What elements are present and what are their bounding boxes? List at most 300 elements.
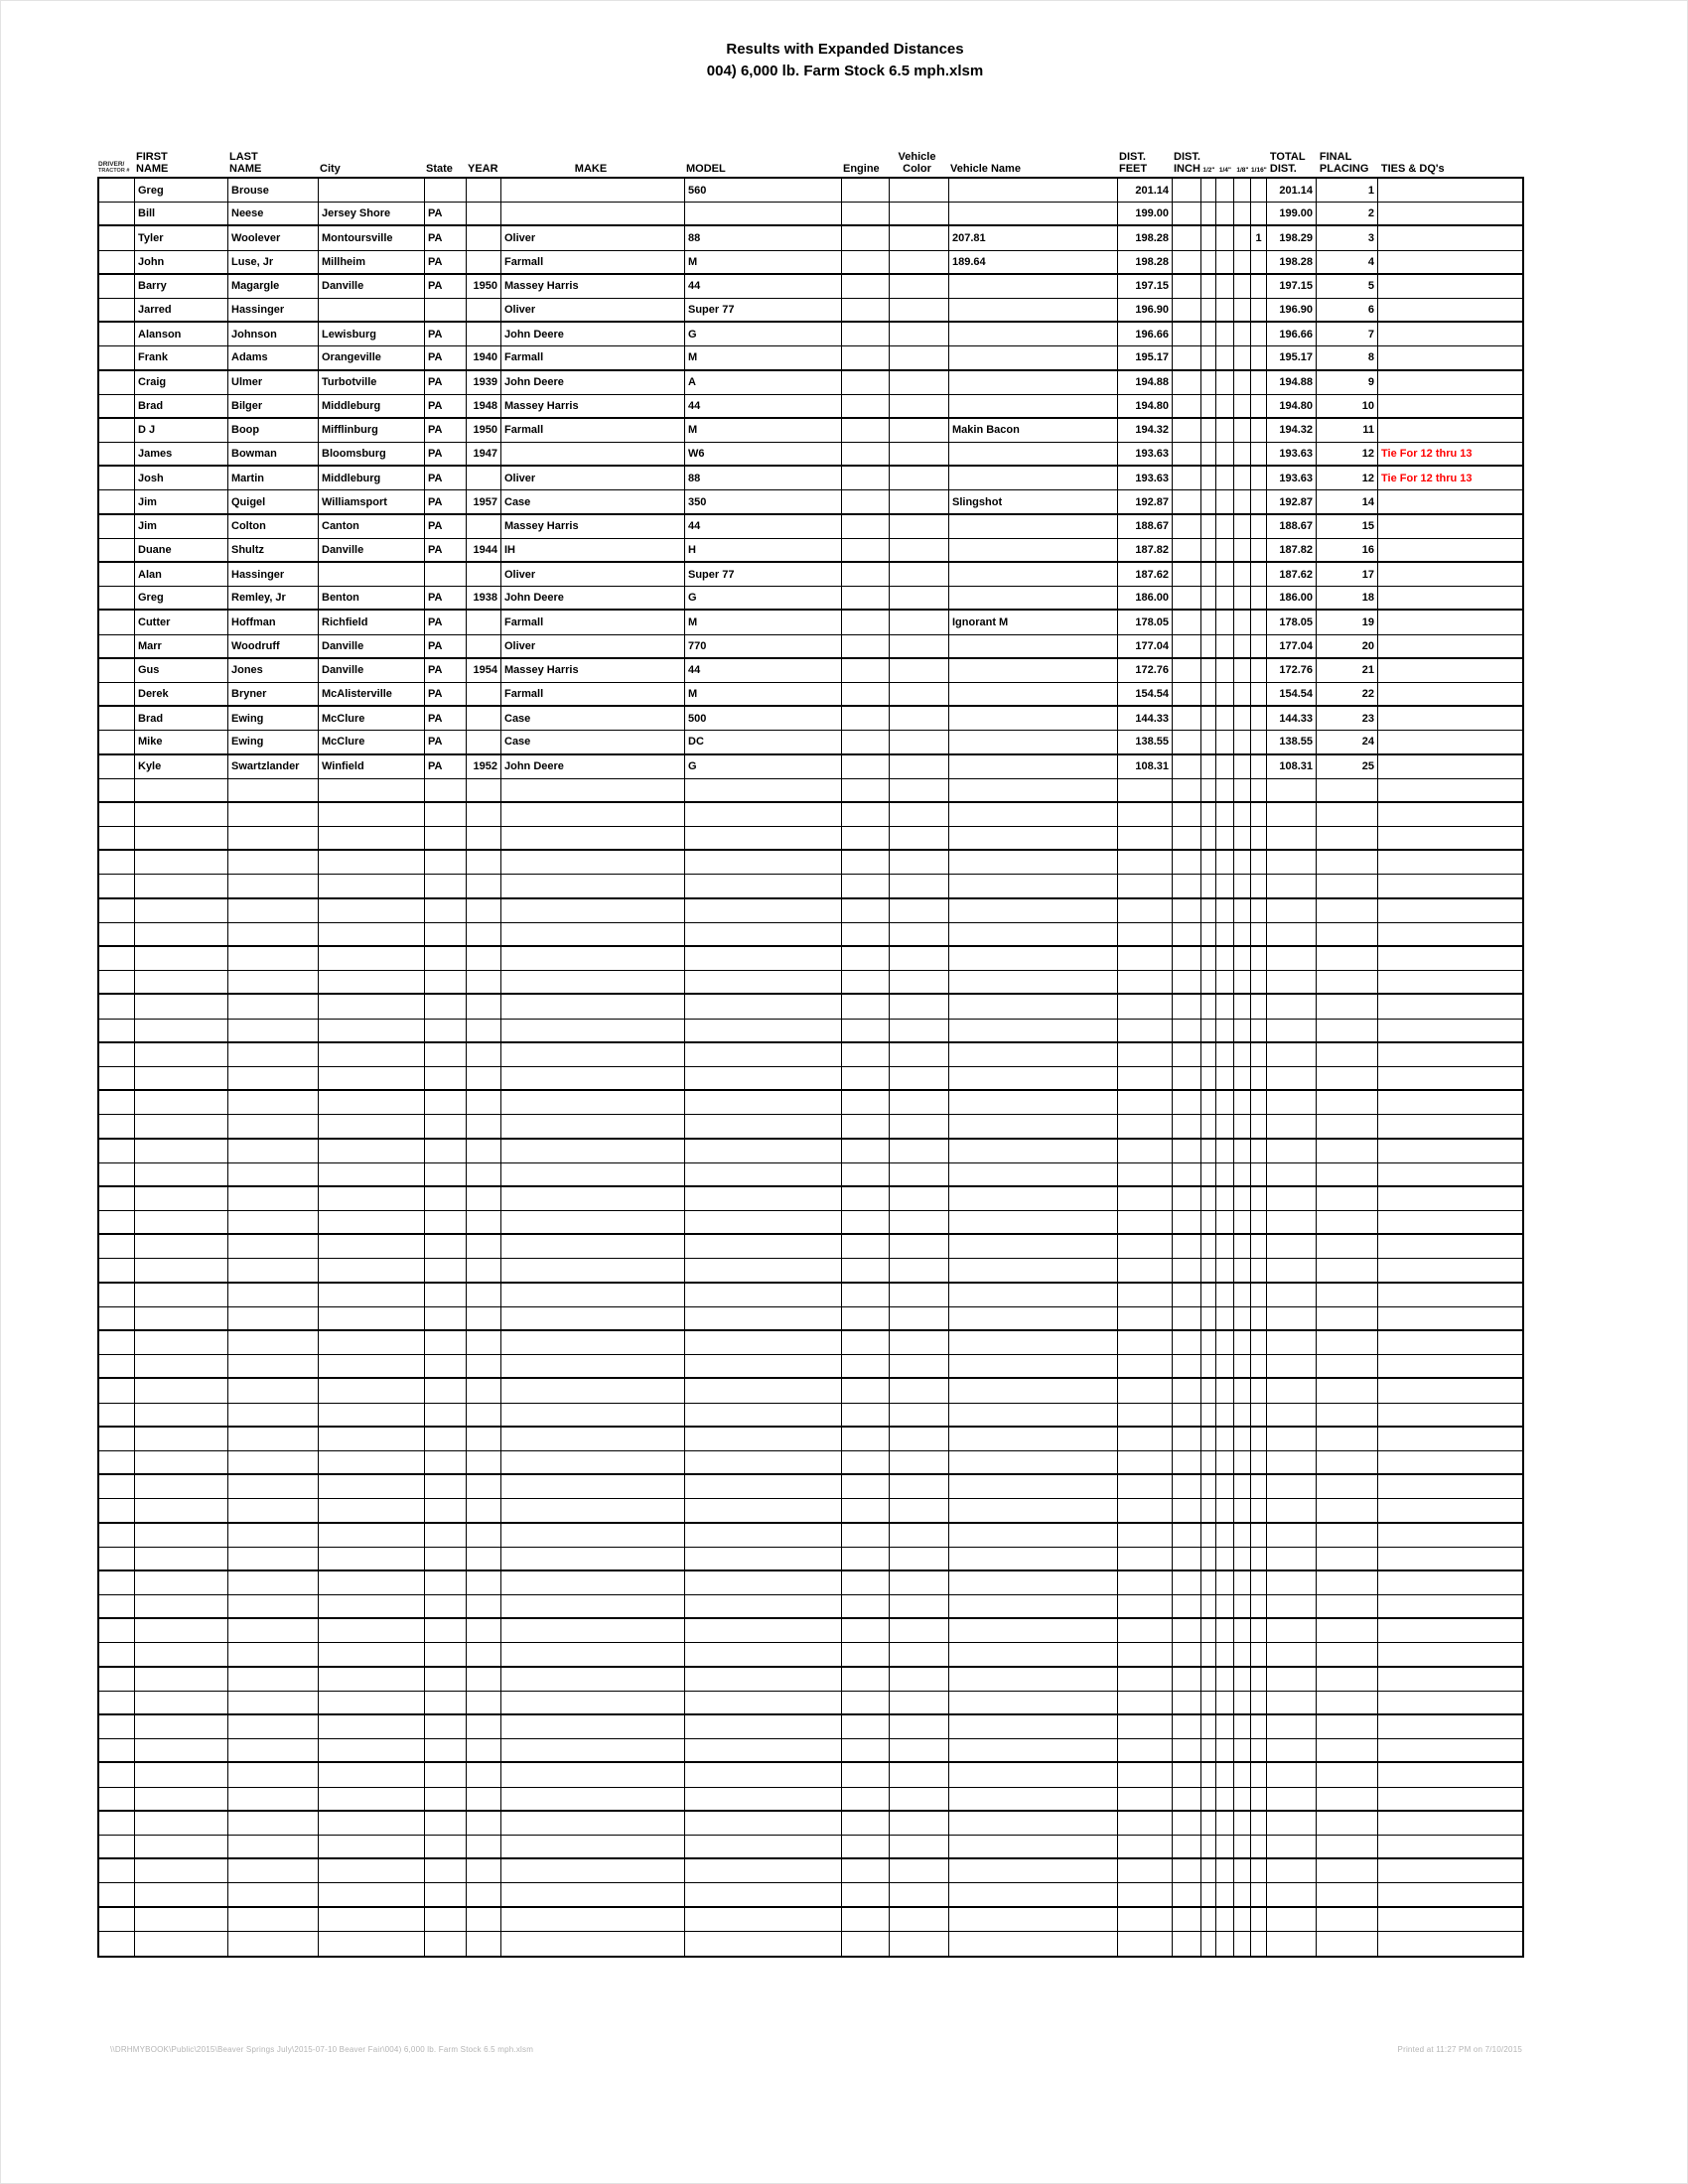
cell-first — [135, 1284, 228, 1306]
cell-last — [228, 1739, 319, 1761]
cell-last: Remley, Jr — [228, 587, 319, 609]
cell-num — [99, 803, 135, 826]
cell-f4 — [1216, 707, 1234, 730]
cell-ties — [1378, 995, 1522, 1018]
cell-city — [319, 923, 425, 945]
cell-first: Alan — [135, 563, 228, 586]
cell-state — [425, 1836, 467, 1857]
cell-city — [319, 947, 425, 970]
cell-f4 — [1216, 1692, 1234, 1713]
cell-state — [425, 1259, 467, 1281]
empty-row — [99, 779, 1522, 803]
cell-ties — [1378, 899, 1522, 922]
cell-engine — [842, 611, 890, 633]
cell-year: 1954 — [467, 659, 501, 682]
cell-year — [467, 1115, 501, 1137]
cell-first — [135, 1668, 228, 1691]
cell-first: Alanson — [135, 323, 228, 345]
cell-first — [135, 1499, 228, 1521]
cell-placing: 12 — [1317, 467, 1378, 489]
cell-placing — [1317, 875, 1378, 896]
cell-f2 — [1201, 1739, 1216, 1761]
cell-num — [99, 1836, 135, 1857]
cell-placing — [1317, 1739, 1378, 1761]
cell-state — [425, 1883, 467, 1905]
cell-placing — [1317, 1284, 1378, 1306]
cell-color — [890, 947, 949, 970]
cell-f2 — [1201, 827, 1216, 849]
cell-year — [467, 1788, 501, 1810]
cell-vname — [949, 1259, 1118, 1281]
cell-vname — [949, 587, 1118, 609]
cell-state — [425, 1668, 467, 1691]
column-header-first — [133, 139, 226, 177]
cell-placing — [1317, 923, 1378, 945]
cell-vname — [949, 1883, 1118, 1905]
cell-num — [99, 1692, 135, 1713]
cell-placing — [1317, 1475, 1378, 1498]
cell-f8 — [1234, 923, 1251, 945]
cell-vname — [949, 923, 1118, 945]
cell-make — [501, 1499, 685, 1521]
cell-f2 — [1201, 1619, 1216, 1642]
cell-f4 — [1216, 1595, 1234, 1617]
cell-city — [319, 1163, 425, 1185]
cell-total — [1267, 1020, 1317, 1041]
cell-ties — [1378, 1211, 1522, 1233]
cell-engine — [842, 1307, 890, 1329]
cell-placing — [1317, 1524, 1378, 1547]
cell-city — [319, 1091, 425, 1114]
cell-num — [99, 299, 135, 321]
cell-placing — [1317, 1836, 1378, 1857]
cell-city: Benton — [319, 587, 425, 609]
cell-last — [228, 1548, 319, 1570]
cell-ties — [1378, 1428, 1522, 1450]
cell-f16 — [1251, 683, 1267, 705]
cell-f4 — [1216, 1739, 1234, 1761]
cell-vname — [949, 1668, 1118, 1691]
cell-dinch — [1173, 995, 1201, 1018]
cell-state — [425, 1020, 467, 1041]
cell-f2 — [1201, 1211, 1216, 1233]
cell-dfeet — [1118, 1475, 1173, 1498]
cell-dfeet: 193.63 — [1118, 443, 1173, 465]
cell-city — [319, 1763, 425, 1786]
cell-state — [425, 1932, 467, 1956]
cell-f8 — [1234, 1524, 1251, 1547]
cell-num — [99, 443, 135, 465]
cell-num — [99, 1355, 135, 1377]
empty-row — [99, 1307, 1522, 1331]
cell-dfeet: 197.15 — [1118, 275, 1173, 298]
cell-f16 — [1251, 1595, 1267, 1617]
cell-total — [1267, 1331, 1317, 1354]
cell-city: Winfield — [319, 755, 425, 778]
cell-placing — [1317, 1812, 1378, 1835]
cell-engine — [842, 203, 890, 224]
cell-f16 — [1251, 1163, 1267, 1185]
cell-make — [501, 1428, 685, 1450]
cell-vname — [949, 323, 1118, 345]
cell-model: Super 77 — [685, 563, 842, 586]
cell-first — [135, 1883, 228, 1905]
cell-f16 — [1251, 1307, 1267, 1329]
cell-last — [228, 1595, 319, 1617]
cell-ties — [1378, 659, 1522, 682]
cell-placing: 11 — [1317, 419, 1378, 442]
cell-f16 — [1251, 1451, 1267, 1473]
cell-first: Kyle — [135, 755, 228, 778]
cell-year — [467, 683, 501, 705]
cell-vname — [949, 1595, 1118, 1617]
cell-last — [228, 947, 319, 970]
column-header-text: Engine — [843, 163, 880, 175]
cell-last — [228, 971, 319, 993]
cell-f8 — [1234, 1932, 1251, 1956]
cell-color — [890, 1836, 949, 1857]
column-header-text: 1/8" — [1236, 167, 1249, 174]
cell-num — [99, 635, 135, 657]
empty-row — [99, 947, 1522, 971]
cell-ties — [1378, 755, 1522, 778]
data-row — [99, 635, 1522, 659]
cell-make — [501, 1115, 685, 1137]
cell-f2 — [1201, 587, 1216, 609]
cell-last: Adams — [228, 346, 319, 368]
cell-f16 — [1251, 1932, 1267, 1956]
cell-year — [467, 1908, 501, 1931]
cell-num — [99, 923, 135, 945]
cell-f16 — [1251, 346, 1267, 368]
cell-f8 — [1234, 827, 1251, 849]
cell-total: 187.82 — [1267, 539, 1317, 561]
empty-row — [99, 1259, 1522, 1283]
cell-last: Johnson — [228, 323, 319, 345]
cell-placing: 16 — [1317, 539, 1378, 561]
cell-engine — [842, 1115, 890, 1137]
cell-placing — [1317, 1187, 1378, 1210]
cell-dfeet — [1118, 827, 1173, 849]
cell-f8 — [1234, 490, 1251, 512]
cell-city: McClure — [319, 707, 425, 730]
cell-model: 350 — [685, 490, 842, 512]
column-header-text: MODEL — [686, 163, 726, 175]
cell-first: Duane — [135, 539, 228, 561]
cell-num — [99, 1187, 135, 1210]
cell-year — [467, 1548, 501, 1570]
column-header-total — [1267, 139, 1317, 177]
cell-ties: Tie For 12 thru 13 — [1381, 448, 1473, 461]
cell-vname — [949, 1140, 1118, 1162]
cell-first — [135, 875, 228, 896]
cell-dfeet — [1118, 1643, 1173, 1665]
cell-make: Oliver — [501, 563, 685, 586]
cell-first — [135, 1235, 228, 1258]
cell-year — [467, 1571, 501, 1594]
cell-first — [135, 1692, 228, 1713]
cell-dfeet: 196.90 — [1118, 299, 1173, 321]
cell-model: 44 — [685, 515, 842, 538]
cell-placing — [1317, 1595, 1378, 1617]
cell-color — [890, 1475, 949, 1498]
cell-state — [425, 1331, 467, 1354]
empty-row — [99, 1020, 1522, 1043]
column-header-engine — [840, 139, 888, 177]
cell-city — [319, 1355, 425, 1377]
cell-make — [501, 1475, 685, 1498]
cell-f2 — [1201, 899, 1216, 922]
cell-num — [99, 539, 135, 561]
cell-ties — [1378, 827, 1522, 849]
cell-ties — [1378, 1020, 1522, 1041]
cell-make — [501, 179, 685, 202]
cell-f8 — [1234, 1428, 1251, 1450]
cell-model: 44 — [685, 659, 842, 682]
cell-f8 — [1234, 1284, 1251, 1306]
empty-row — [99, 899, 1522, 923]
cell-first — [135, 1355, 228, 1377]
cell-total — [1267, 1451, 1317, 1473]
cell-state: PA — [425, 755, 467, 778]
cell-ties — [1378, 419, 1522, 442]
cell-f8 — [1234, 851, 1251, 874]
cell-engine — [842, 1020, 890, 1041]
cell-engine — [842, 971, 890, 993]
cell-model — [685, 899, 842, 922]
cell-placing: 10 — [1317, 395, 1378, 417]
cell-year — [467, 851, 501, 874]
cell-num — [99, 395, 135, 417]
cell-last: Hassinger — [228, 299, 319, 321]
cell-dfeet — [1118, 1788, 1173, 1810]
cell-city — [319, 1331, 425, 1354]
cell-dinch — [1173, 1307, 1201, 1329]
cell-city — [319, 1499, 425, 1521]
cell-placing: 18 — [1317, 587, 1378, 609]
cell-dinch — [1173, 1284, 1201, 1306]
cell-model — [685, 779, 842, 801]
cell-f16 — [1251, 731, 1267, 752]
cell-ties — [1378, 1571, 1522, 1594]
cell-last — [228, 1619, 319, 1642]
cell-f2 — [1201, 851, 1216, 874]
cell-vname: 189.64 — [949, 251, 1118, 273]
cell-f4 — [1216, 1331, 1234, 1354]
cell-num — [99, 611, 135, 633]
cell-first — [135, 1788, 228, 1810]
cell-dfeet: 188.67 — [1118, 515, 1173, 538]
cell-placing — [1317, 1355, 1378, 1377]
cell-dfeet — [1118, 875, 1173, 896]
cell-color — [890, 875, 949, 896]
cell-ties — [1378, 1715, 1522, 1738]
empty-row — [99, 1211, 1522, 1235]
cell-first — [135, 1331, 228, 1354]
cell-year — [467, 1331, 501, 1354]
cell-f16 — [1251, 587, 1267, 609]
cell-first: Derek — [135, 683, 228, 705]
column-header-make — [499, 139, 683, 177]
cell-first — [135, 899, 228, 922]
cell-f4 — [1216, 1163, 1234, 1185]
cell-num — [99, 1524, 135, 1547]
cell-num — [99, 1908, 135, 1931]
cell-num — [99, 755, 135, 778]
cell-last — [228, 1932, 319, 1956]
cell-vname — [949, 1788, 1118, 1810]
cell-f16 — [1251, 1571, 1267, 1594]
empty-row — [99, 1043, 1522, 1067]
cell-make: Oliver — [501, 467, 685, 489]
cell-placing — [1317, 1115, 1378, 1137]
cell-ties — [1378, 1739, 1522, 1761]
cell-f8 — [1234, 323, 1251, 345]
cell-total — [1267, 1404, 1317, 1426]
cell-f4 — [1216, 467, 1234, 489]
cell-dinch — [1173, 1859, 1201, 1882]
cell-engine — [842, 467, 890, 489]
cell-f4 — [1216, 1043, 1234, 1066]
cell-placing — [1317, 1404, 1378, 1426]
cell-dinch — [1173, 683, 1201, 705]
data-row — [99, 251, 1522, 275]
cell-model: 500 — [685, 707, 842, 730]
cell-year — [467, 1524, 501, 1547]
cell-f8 — [1234, 1692, 1251, 1713]
cell-model — [685, 1812, 842, 1835]
cell-f2 — [1201, 1187, 1216, 1210]
cell-engine — [842, 1548, 890, 1570]
cell-f4 — [1216, 1475, 1234, 1498]
cell-f4 — [1216, 203, 1234, 224]
cell-make: Case — [501, 490, 685, 512]
cell-last — [228, 1908, 319, 1931]
cell-ties — [1378, 395, 1522, 417]
cell-year — [467, 1091, 501, 1114]
cell-dinch — [1173, 395, 1201, 417]
empty-row — [99, 1739, 1522, 1763]
cell-state: PA — [425, 490, 467, 512]
cell-state — [425, 1548, 467, 1570]
cell-model — [685, 1284, 842, 1306]
cell-state: PA — [425, 539, 467, 561]
cell-f4 — [1216, 1307, 1234, 1329]
cell-color — [890, 635, 949, 657]
cell-total: 198.28 — [1267, 251, 1317, 273]
cell-dfeet: 138.55 — [1118, 731, 1173, 752]
cell-city — [319, 803, 425, 826]
cell-vname — [949, 635, 1118, 657]
cell-vname — [949, 1524, 1118, 1547]
empty-row — [99, 1451, 1522, 1475]
cell-total — [1267, 1307, 1317, 1329]
cell-year — [467, 1187, 501, 1210]
cell-f4 — [1216, 443, 1234, 465]
cell-color — [890, 899, 949, 922]
cell-dfeet — [1118, 779, 1173, 801]
empty-row — [99, 1284, 1522, 1307]
cell-vname — [949, 1331, 1118, 1354]
cell-city: Mifflinburg — [319, 419, 425, 442]
cell-total — [1267, 995, 1317, 1018]
cell-f8 — [1234, 563, 1251, 586]
cell-f2 — [1201, 923, 1216, 945]
cell-f2 — [1201, 563, 1216, 586]
cell-city — [319, 1668, 425, 1691]
cell-city — [319, 1379, 425, 1402]
cell-f8 — [1234, 1739, 1251, 1761]
cell-state: PA — [425, 419, 467, 442]
cell-engine — [842, 323, 890, 345]
cell-last: Colton — [228, 515, 319, 538]
cell-dfeet — [1118, 1235, 1173, 1258]
cell-total — [1267, 1548, 1317, 1570]
cell-dinch — [1173, 419, 1201, 442]
cell-f4 — [1216, 395, 1234, 417]
cell-dfeet: 201.14 — [1118, 179, 1173, 202]
cell-first — [135, 1379, 228, 1402]
cell-num — [99, 1643, 135, 1665]
cell-placing — [1317, 1259, 1378, 1281]
cell-f4 — [1216, 1379, 1234, 1402]
cell-ties — [1378, 371, 1522, 394]
cell-engine — [842, 659, 890, 682]
cell-num — [99, 1475, 135, 1498]
cell-year — [467, 1235, 501, 1258]
report-title-line2: 004) 6,000 lb. Farm Stock 6.5 mph.xlsm — [706, 63, 984, 79]
cell-vname — [949, 346, 1118, 368]
cell-ties — [1378, 851, 1522, 874]
cell-ties — [1378, 1908, 1522, 1931]
cell-num — [99, 179, 135, 202]
cell-ties — [1378, 563, 1522, 586]
cell-vname — [949, 875, 1118, 896]
cell-f8 — [1234, 1812, 1251, 1835]
cell-city: Williamsport — [319, 490, 425, 512]
cell-placing: 24 — [1317, 731, 1378, 752]
cell-model — [685, 1908, 842, 1931]
cell-f16 — [1251, 1524, 1267, 1547]
cell-last — [228, 1763, 319, 1786]
cell-color — [890, 755, 949, 778]
cell-f2 — [1201, 1883, 1216, 1905]
empty-row — [99, 1163, 1522, 1187]
column-header-text: 1/4" — [1218, 167, 1231, 174]
cell-f8 — [1234, 659, 1251, 682]
cell-engine — [842, 779, 890, 801]
cell-color — [890, 1235, 949, 1258]
cell-state — [425, 1067, 467, 1089]
cell-last — [228, 1859, 319, 1882]
cell-f2 — [1201, 1307, 1216, 1329]
cell-f2 — [1201, 947, 1216, 970]
cell-num — [99, 1211, 135, 1233]
cell-state — [425, 1643, 467, 1665]
cell-year — [467, 1043, 501, 1066]
cell-year — [467, 1140, 501, 1162]
cell-make — [501, 1187, 685, 1210]
cell-color — [890, 395, 949, 417]
empty-row — [99, 1404, 1522, 1428]
cell-year: 1950 — [467, 275, 501, 298]
cell-year — [467, 1715, 501, 1738]
cell-make — [501, 1043, 685, 1066]
cell-first: Barry — [135, 275, 228, 298]
cell-placing — [1317, 1499, 1378, 1521]
cell-state — [425, 1140, 467, 1162]
cell-state — [425, 971, 467, 993]
